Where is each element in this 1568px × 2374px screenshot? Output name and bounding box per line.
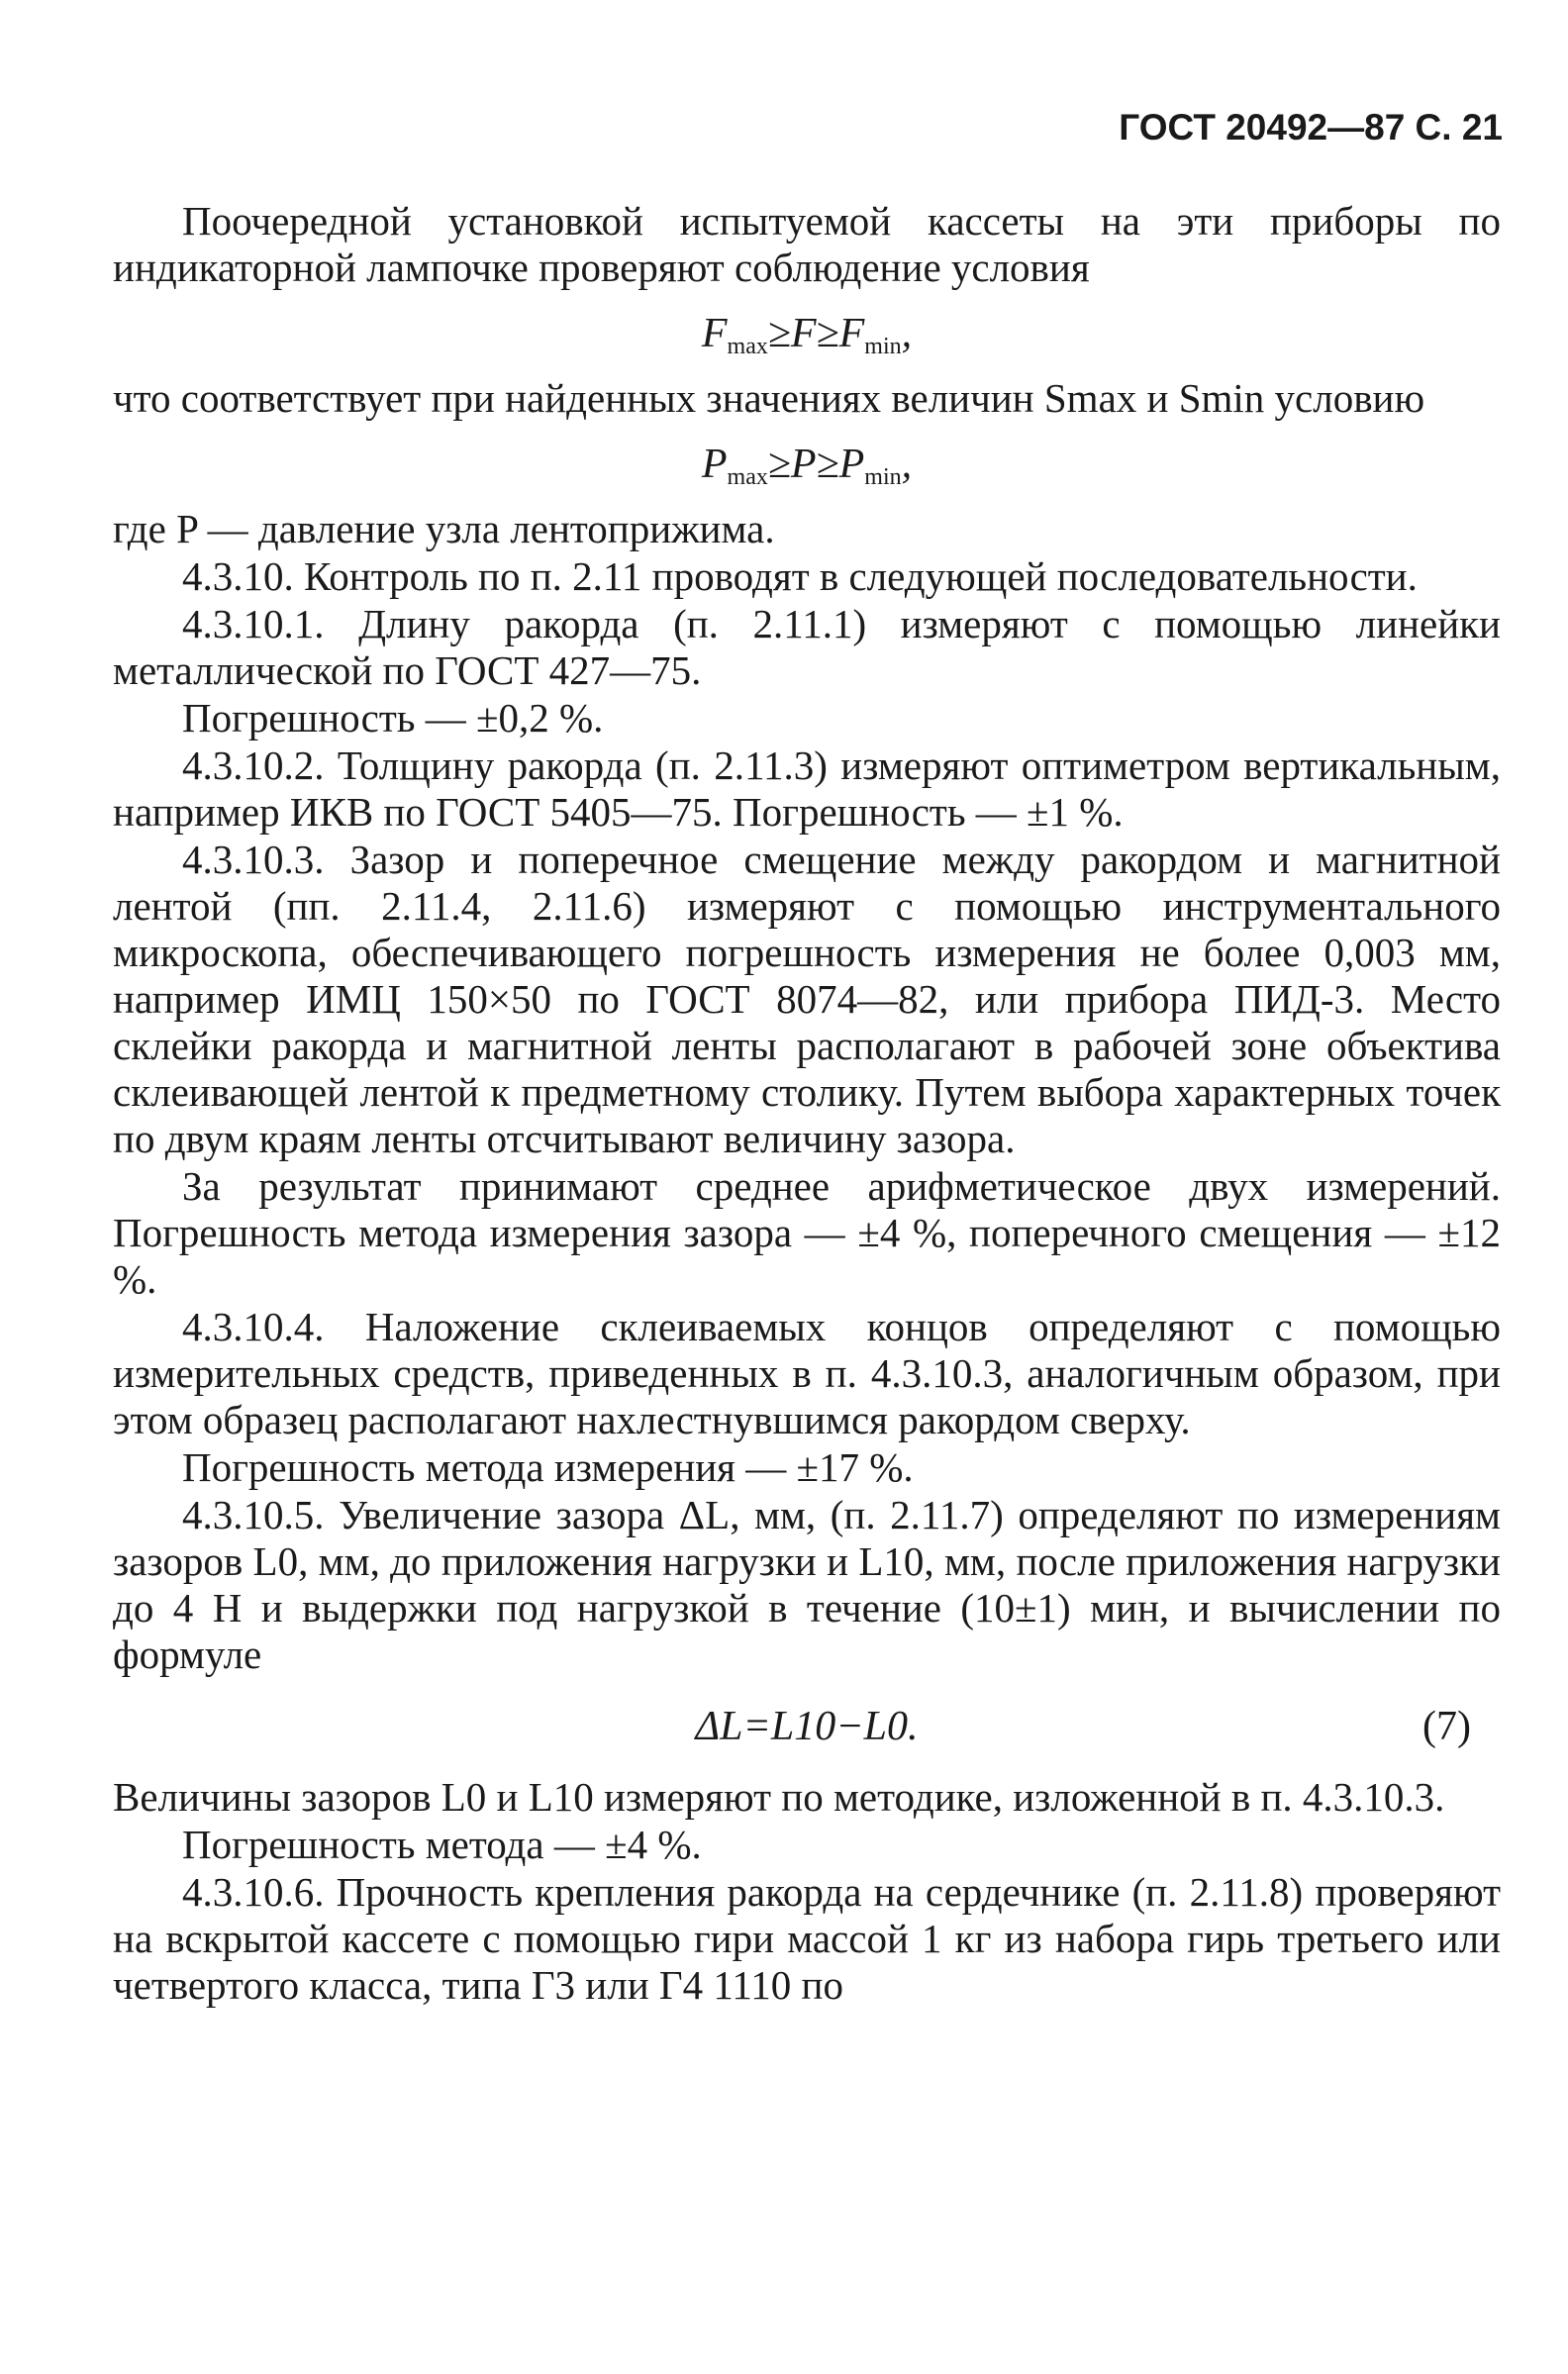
- paragraph-6: Погрешность — ±0,2 %.: [182, 695, 604, 741]
- paragraph-5: 4.3.10.1. Длину ракорда (п. 2.11.1) измеряют с помощью линейки металлической по ГОСТ 427—75.: [113, 601, 1501, 693]
- formula-7: [113, 1679, 1501, 1774]
- paragraph-7: 4.3.10.2. Толщину ракорда (п. 2.11.3) измеряют оптиметром вертикальным, например ИКВ по ГОСТ 5405—75. Погрешность — ±1 %.: [113, 742, 1501, 835]
- paragraph-8: 4.3.10.3. Зазор и поперечное смещение между ракордом и магнитной лентой (пп. 2.11.4, 2.11.6) измеряют с помощью инструментального микроскопа, обеспечивающего погрешность измерения не более 0,003 мм, например ИМЦ 150×50 по ГОСТ 8074—82, или прибора ПИД-3. Место склейки ракорда и магнитной ленты располагают в рабочей зоне объектива склеивающей лентой к предметному столику. Путем выбора характерных точек по двум краям ленты отсчитывают величину зазора.: [113, 837, 1501, 1161]
- paragraph-14: Погрешность метода — ±4 %.: [182, 1822, 702, 1867]
- document-body: [113, 198, 1501, 2010]
- paragraph-11: Погрешность метода измерения — ±17 %.: [182, 1444, 914, 1490]
- formula-pressure-condition: $P_{max}\ge P\ge P_{min}$,: [701, 442, 913, 490]
- paragraph-9: За результат принимают среднее арифметическое двух измерений. Погрешность метода измерения зазора — ±4 %, поперечного смещения — ±12 %.: [113, 1163, 1501, 1302]
- paragraph-3: где P — давление узла лентоприжима.: [113, 506, 775, 551]
- formula-7-expression: ΔL=L10−L0.: [695, 1704, 919, 1749]
- formula-force-condition: $F_{max}\ge F\ge F_{min}$,: [701, 311, 913, 359]
- formula-7-number: (7): [1422, 1704, 1471, 1749]
- page-header: ГОСТ 20492—87 С. 21: [1119, 107, 1503, 148]
- paragraph-12: 4.3.10.5. Увеличение зазора ΔL, мм, (п. 2.11.7) определяют по измерениям зазоров L0, мм, до приложения нагрузки и L10, мм, после приложения нагрузки до 4 Н и выдержки под нагрузкой в течение (10±1) мин, и вычислении по формуле: [113, 1492, 1501, 1677]
- paragraph-10: 4.3.10.4. Наложение склеиваемых концов определяют с помощью измерительных средств, приведенных в п. 4.3.10.3, аналогичным образом, при этом образец располагают нахлестнувшимся ракордом сверху.: [113, 1304, 1501, 1442]
- paragraph-4: 4.3.10. Контроль по п. 2.11 проводят в следующей последовательности.: [182, 553, 1418, 599]
- paragraph-15: 4.3.10.6. Прочность крепления ракорда на сердечнике (п. 2.11.8) проверяют на вскрытой кассете с помощью гири массой 1 кг из набора гирь третьего или четвертого класса, типа Г3 или Г4 1110 по: [113, 1869, 1501, 2008]
- paragraph-2: что соответствует при найденных значениях величин Smax и Smin условию: [113, 375, 1425, 421]
- paragraph-1: Поочередной установкой испытуемой кассеты на эти приборы по индикаторной лампочке проверяют соблюдение условия: [113, 198, 1501, 290]
- paragraph-13: Величины зазоров L0 и L10 измеряют по методике, изложенной в п. 4.3.10.3.: [113, 1774, 1445, 1820]
